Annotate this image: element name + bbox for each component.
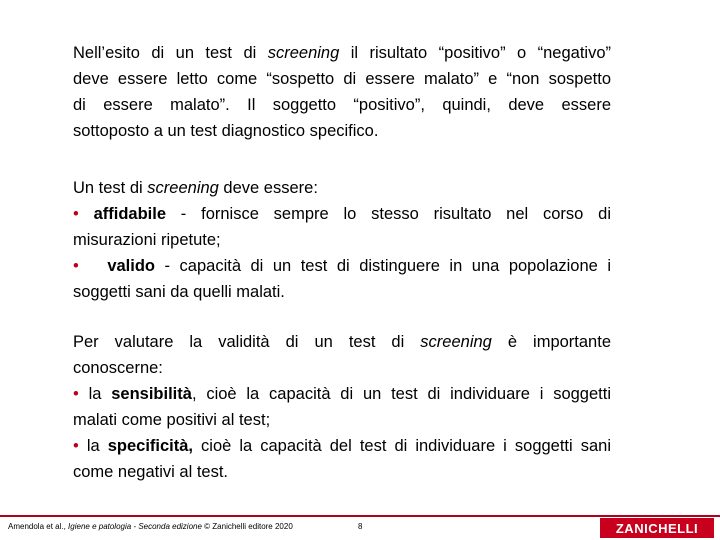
zanichelli-logo: ZANICHELLI xyxy=(600,518,714,538)
footer-citation: Amendola et al., Igiene e patologia - Seconda edizione © Zanichelli editore 2020 xyxy=(8,522,293,531)
footer-divider xyxy=(0,515,720,517)
bullet-icon: • xyxy=(73,437,79,455)
list-item-sensibilita: • la sensibilità, cioè la capacità di un test di individuare i soggetti xyxy=(73,385,611,403)
paragraph-screening-result: Nell’esito di un test di screening il risultato “positivo” o “negativo” deve essere letto come “sospetto di essere malato” e “non sospetto di essere malato”. Il soggetto “positivo”, quindi, deve essere sottoposto a un test diagnostico specifico. xyxy=(73,44,611,140)
bullet-icon: • xyxy=(73,385,79,403)
bullet-icon: • xyxy=(73,205,79,223)
paragraph-validity: Per valutare la validità di un test di screening è importante conoscerne: • la sensibilità, cioè la capacità di un test di individuare i soggetti malati come positivi al test; • la specificità, cioè la capacità del test di individuare i soggetti sani come negativi al test. xyxy=(73,333,611,481)
list-item-specificita: • la specificità, cioè la capacità del test di individuare i soggetti sani xyxy=(73,437,611,455)
bullet-icon: • xyxy=(73,257,79,275)
list-item-valido: • valido - capacità di un test di distinguere in una popolazione i xyxy=(73,257,611,275)
list-item-affidabile: • affidabile - fornisce sempre lo stesso risultato nel corso di xyxy=(73,205,611,223)
page-number: 8 xyxy=(358,522,363,531)
paragraph-test-requirements: Un test di screening deve essere: • affidabile - fornisce sempre lo stesso risultato nel corso di misurazioni ripetute; • valido - capacità di un test di distinguere in una popolazione i soggetti sani da quelli malati. xyxy=(73,179,611,301)
